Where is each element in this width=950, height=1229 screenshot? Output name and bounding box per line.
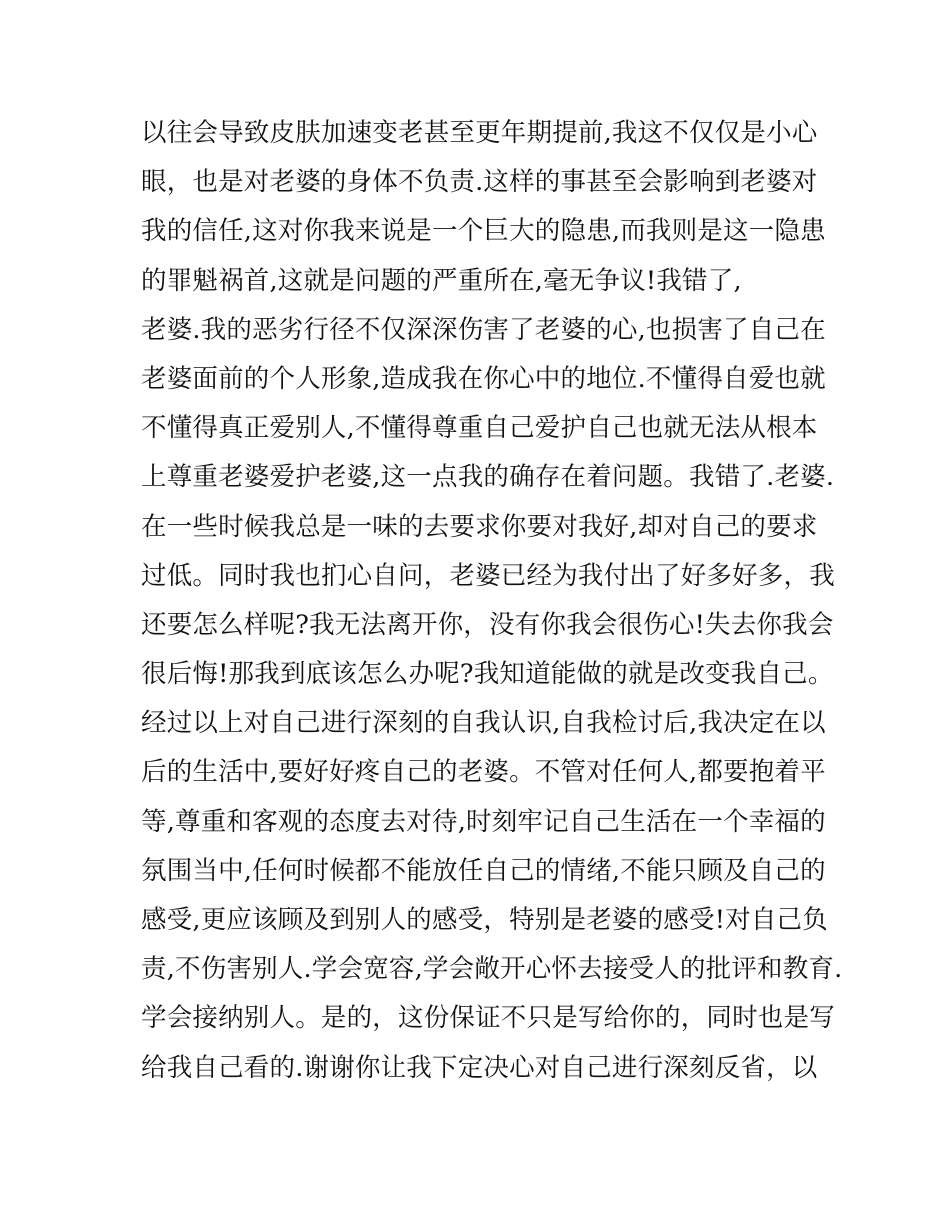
text-line: 还要怎么样呢?我无法离开你，没有你我会很伤心!失去你我会: [141, 609, 834, 640]
text-line: 给我自己看的.谢谢你让我下定决心对自己进行深刻反省，以: [141, 1052, 818, 1083]
text-line: 老婆.我的恶劣行径不仅深深伤害了老婆的心,也损害了自己在: [141, 314, 826, 345]
text-line: 过低。同时我也扪心自问，老婆已经为我付出了好多好多，我: [141, 560, 835, 591]
body-text: [141, 109, 843, 1093]
text-line: 感受,更应该顾及到别人的感受，特别是老婆的感受!对自己负: [141, 905, 828, 935]
text-line: 氛围当中,任何时候都不能放任自己的情绪,不能只顾及自己的: [141, 855, 826, 886]
text-line: 的罪魁祸首,这就是问题的严重所在,毫无争议!我错了,: [141, 265, 742, 296]
text-line: 经过以上对自己进行深刻的自我认识,自我检讨后,我决定在以: [141, 708, 826, 739]
text-line: 以往会导致皮肤加速变老甚至更年期提前,我这不仅仅是小心: [141, 118, 818, 148]
text-line: 学会接纳别人。是的，这份保证不只是写给你的，同时也是写: [141, 1003, 835, 1034]
text-line: 上尊重老婆爱护老婆,这一点我的确存在着问题。我错了.老婆.: [141, 462, 835, 493]
text-line: 很后悔!那我到底该怎么办呢?我知道能做的就是改变我自己。: [141, 659, 834, 690]
text-line: 我的信任,这对你我来说是一个巨大的隐患,而我则是这一隐患: [141, 216, 826, 247]
text-line: 眼，也是对老婆的身体不负责.这样的事甚至会影响到老婆对: [141, 167, 818, 198]
text-line: 责,不伤害别人.学会宽容,学会敞开心怀去接受人的批评和教育.: [141, 954, 843, 985]
text-line: 等,尊重和客观的态度去对待,时刻牢记自己生活在一个幸福的: [141, 806, 826, 837]
text-line: 老婆面前的个人形象,造成我在你心中的地位.不懂得自爱也就: [141, 363, 826, 394]
text-line: 后的生活中,要好好疼自己的老婆。不管对任何人,都要抱着平: [141, 757, 826, 788]
text-line: 在一些时候我总是一味的去要求你要对我好,却对自己的要求: [141, 511, 818, 542]
text-line: 不懂得真正爱别人,不懂得尊重自己爱护自己也就无法从根本: [141, 413, 818, 444]
